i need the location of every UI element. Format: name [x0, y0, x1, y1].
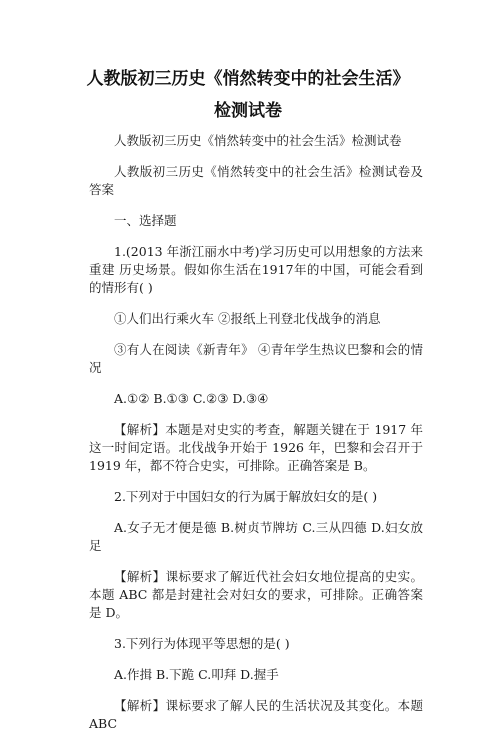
paragraph-intro: 人教版初三历史《悄然转变中的社会生活》检测试卷 — [114, 133, 402, 148]
section-heading-choice: 一、选择题 — [114, 213, 177, 228]
paragraph-intro-answers: 人教版初三历史《悄然转变中的社会生活》检测试卷及答案 — [89, 164, 423, 197]
question-1-options: A.①② B.①③ C.②③ D.③④ — [114, 391, 269, 406]
question-2: 2.下列对于中国妇女的行为属于解放妇女的是( ) — [114, 489, 378, 504]
question-1-statements-b: ③有人在阅读《新青年》 ④青年学生热议巴黎和会的情况 — [89, 342, 423, 375]
question-1-statements-a: ①人们出行乘火车 ②报纸上刊登北伐战争的消息 — [114, 311, 381, 326]
question-3: 3.下列行为体现平等思想的是( ) — [114, 636, 290, 651]
document-title-line-2: 检测试卷 — [214, 101, 282, 121]
question-3-analysis: 【解析】课标要求了解人民的生活状况及其变化。本题 ABC — [89, 698, 423, 731]
question-1: 1.(2013 年浙江丽水中考)学习历史可以用想象的方法来 重建 历史场景。假如你生活在1917年的中国，可能会看到的情形有( ) — [89, 244, 423, 295]
question-1-analysis: 【解析】本题是对史实的考查，解题关键在于 1917 年 这一时间定语。北伐战争开始于 1926 年，巴黎和会召开于 1919 年，都不符合史实，可排除。正确答案是 B。 — [89, 422, 423, 473]
question-2-analysis: 【解析】课标要求了解近代社会妇女地位提高的史实。本题 ABC 都是封建社会对妇女的要求，可排除。正确答案是 D。 — [89, 569, 423, 620]
document-title-line-1: 人教版初三历史《悄然转变中的社会生活》 — [86, 69, 410, 89]
document-body — [89, 120, 423, 733]
question-3-options: A.作揖 B.下跪 C.叩拜 D.握手 — [114, 667, 279, 682]
question-2-options: A.女子无才便是德 B.树贞节牌坊 C.三从四德 D.妇女放足 — [89, 520, 423, 553]
